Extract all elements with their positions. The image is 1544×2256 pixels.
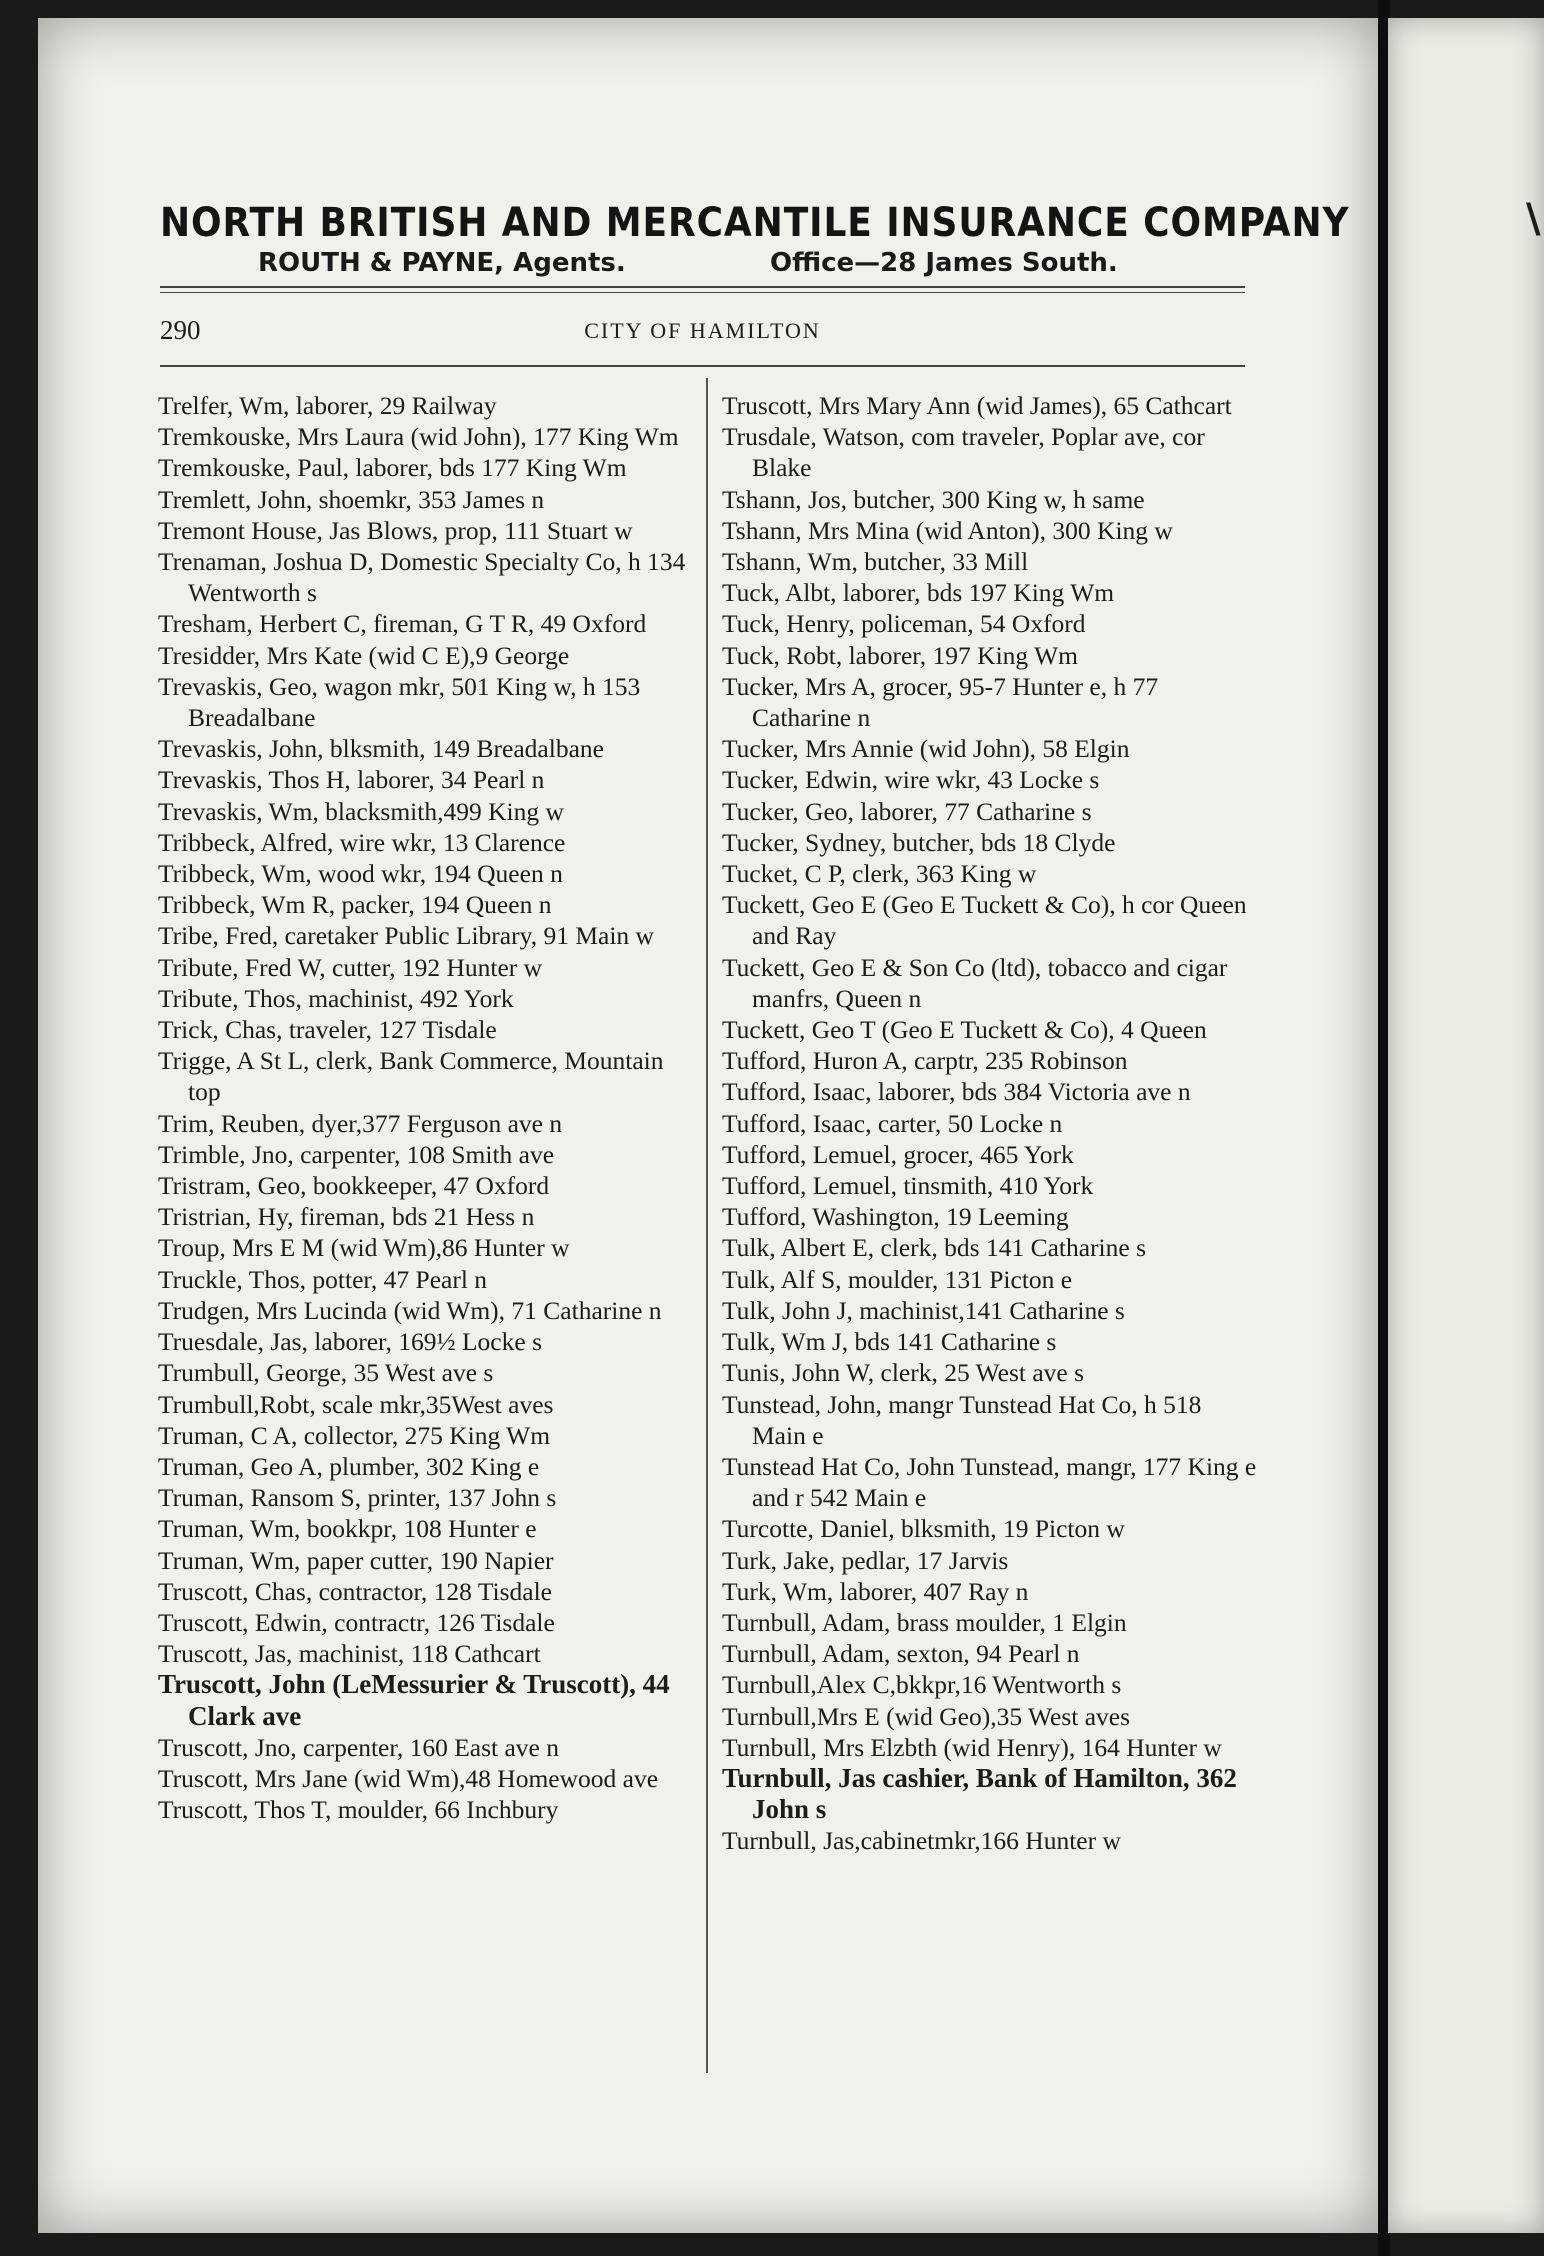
directory-entry: Tulk, John J, machinist,141 Catharine s: [722, 1295, 1125, 1325]
directory-entry: Truesdale, Jas, laborer, 169½ Locke s: [158, 1327, 542, 1357]
directory-entry: Tremlett, John, shoemkr, 353 James n: [158, 484, 545, 514]
directory-entry: Tribe, Fred, caretaker Public Library, 91 Main w: [158, 921, 654, 951]
directory-entry: Truscott, Thos T, moulder, 66 Inchbury: [158, 1795, 559, 1825]
directory-entry: Truman, Wm, bookkpr, 108 Hunter e: [158, 1514, 537, 1544]
advertisement-office: Office—28 James South.: [770, 248, 1118, 278]
header-rule-top: [160, 286, 1245, 288]
directory-entry: Tuck, Henry, policeman, 54 Oxford: [722, 609, 1086, 639]
right-column: [722, 390, 1257, 1857]
directory-entry: Tuckett, Geo E (Geo E Tuckett & Co), h cor Queen and Ray: [722, 890, 1247, 951]
directory-entry: Tremont House, Jas Blows, prop, 111 Stuart w: [158, 515, 633, 545]
directory-entry: Trenaman, Joshua D, Domestic Specialty Co, h 134 Wentworth s: [158, 547, 686, 608]
directory-entry: Trumbull, George, 35 West ave s: [158, 1358, 494, 1388]
directory-entry: Tribute, Thos, machinist, 492 York: [158, 983, 514, 1013]
directory-entry: Tulk, Wm J, bds 141 Catharine s: [722, 1327, 1057, 1357]
directory-entry: Trevaskis, Wm, blacksmith,499 King w: [158, 796, 564, 826]
directory-entry: Tuck, Robt, laborer, 197 King Wm: [722, 640, 1078, 670]
directory-entry: Trevaskis, John, blksmith, 149 Breadalbane: [158, 734, 604, 764]
directory-entry: Trim, Reuben, dyer,377 Ferguson ave n: [158, 1108, 563, 1138]
directory-entry: Trevaskis, Thos H, laborer, 34 Pearl n: [158, 765, 545, 795]
directory-entry: Truckle, Thos, potter, 47 Pearl n: [158, 1264, 488, 1294]
directory-entry: Tribute, Fred W, cutter, 192 Hunter w: [158, 952, 543, 982]
directory-entry: Turnbull, Jas,cabinetmkr,166 Hunter w: [722, 1826, 1121, 1856]
directory-entry: Tremkouske, Mrs Laura (wid John), 177 King Wm: [158, 422, 679, 452]
directory-entry: Tucker, Edwin, wire wkr, 43 Locke s: [722, 765, 1100, 795]
directory-entry: Tunstead Hat Co, John Tunstead, mangr, 177 King e and r 542 Main e: [722, 1451, 1257, 1513]
page-number: 290: [160, 315, 201, 345]
running-head-rule: [160, 365, 1245, 367]
directory-entry: Truman, Ransom S, printer, 137 John s: [158, 1483, 557, 1513]
directory-entry: Turnbull,Alex C,bkkpr,16 Wentworth s: [722, 1670, 1122, 1700]
directory-entry: Tucker, Geo, laborer, 77 Catharine s: [722, 796, 1092, 826]
running-head: [160, 315, 1245, 351]
directory-entry: Tribbeck, Alfred, wire wkr, 13 Clarence: [158, 827, 566, 857]
directory-entry: Tresidder, Mrs Kate (wid C E),9 George: [158, 640, 570, 670]
directory-entry: Tucker, Mrs Annie (wid John), 58 Elgin: [722, 734, 1130, 764]
directory-entry: Turnbull, Adam, sexton, 94 Pearl n: [722, 1639, 1080, 1669]
directory-entry: Turk, Wm, laborer, 407 Ray n: [722, 1576, 1029, 1606]
directory-entry: Tufford, Washington, 19 Leeming: [722, 1202, 1069, 1232]
directory-entry: Tribbeck, Wm, wood wkr, 194 Queen n: [158, 859, 563, 889]
directory-entry: Truscott, John (LeMessurier & Truscott), 44 Clark ave: [158, 1669, 670, 1731]
directory-entry: Tshann, Wm, butcher, 33 Mill: [722, 547, 1029, 577]
directory-entry: Truman, Wm, paper cutter, 190 Napier: [158, 1545, 554, 1575]
directory-entry: Trelfer, Wm, laborer, 29 Railway: [158, 391, 497, 420]
directory-entry: Trick, Chas, traveler, 127 Tisdale: [158, 1015, 497, 1045]
advertisement-title: NORTH BRITISH AND MERCANTILE INSURANCE COMPANY: [160, 200, 1350, 246]
directory-entry: Tulk, Alf S, moulder, 131 Picton e: [722, 1264, 1073, 1294]
left-column: [158, 390, 688, 1825]
directory-entry: Tufford, Isaac, laborer, bds 384 Victoria ave n: [722, 1077, 1191, 1107]
directory-entry: Trusdale, Watson, com traveler, Poplar ave, cor Blake: [722, 422, 1205, 483]
directory-entry: Truscott, Chas, contractor, 128 Tisdale: [158, 1576, 552, 1606]
directory-entry: Tuckett, Geo T (Geo E Tuckett & Co), 4 Queen: [722, 1015, 1207, 1045]
directory-entry: Tucker, Mrs A, grocer, 95-7 Hunter e, h 77 Catharine n: [722, 671, 1159, 733]
directory-entry: Turnbull, Adam, brass moulder, 1 Elgin: [722, 1607, 1127, 1637]
directory-entry: Tristrian, Hy, fireman, bds 21 Hess n: [158, 1202, 535, 1232]
directory-entry: Trumbull,Robt, scale mkr,35West aves: [158, 1389, 554, 1419]
directory-entry: Truscott, Mrs Jane (wid Wm),48 Homewood ave: [158, 1763, 659, 1793]
directory-entry: Trudgen, Mrs Lucinda (wid Wm), 71 Catharine n: [158, 1295, 662, 1325]
directory-entry: Tufford, Isaac, carter, 50 Locke n: [722, 1108, 1063, 1138]
directory-entry: Trevaskis, Geo, wagon mkr, 501 King w, h 153 Breadalbane: [158, 671, 641, 733]
directory-entry: Turnbull, Mrs Elzbth (wid Henry), 164 Hunter w: [722, 1732, 1222, 1762]
directory-entry: Tucker, Sydney, butcher, bds 18 Clyde: [722, 827, 1116, 857]
directory-entry: Tuck, Albt, laborer, bds 197 King Wm: [722, 578, 1115, 608]
directory-entry: Truscott, Jas, machinist, 118 Cathcart: [158, 1639, 541, 1669]
directory-entry: Tremkouske, Paul, laborer, bds 177 King Wm: [158, 453, 627, 483]
directory-entry: Truscott, Edwin, contractr, 126 Tisdale: [158, 1607, 555, 1637]
directory-entry: Truman, C A, collector, 275 King Wm: [158, 1420, 551, 1450]
directory-entry: Tshann, Mrs Mina (wid Anton), 300 King w: [722, 515, 1173, 545]
directory-entry: Turnbull, Jas cashier, Bank of Hamilton, 362 John s: [722, 1762, 1237, 1825]
directory-entry: Tresham, Herbert C, fireman, G T R, 49 Oxford: [158, 609, 647, 639]
facing-page-edge: [1388, 18, 1544, 2233]
directory-entry: Tulk, Albert E, clerk, bds 141 Catharine s: [722, 1233, 1147, 1263]
directory-entry: Tunstead, John, mangr Tunstead Hat Co, h 518 Main e: [722, 1389, 1202, 1450]
directory-entry: Truscott, Mrs Mary Ann (wid James), 65 Cathcart: [722, 391, 1232, 420]
directory-entry: Tufford, Lemuel, grocer, 465 York: [722, 1139, 1074, 1169]
directory-entry: Tristram, Geo, bookkeeper, 47 Oxford: [158, 1171, 550, 1201]
directory-entry: Truscott, Jno, carpenter, 160 East ave n: [158, 1732, 559, 1762]
directory-entry: Tufford, Lemuel, tinsmith, 410 York: [722, 1171, 1094, 1201]
directory-entry: Tucket, C P, clerk, 363 King w: [722, 859, 1037, 889]
facing-page-letter: \: [1526, 196, 1541, 242]
directory-entry: Tshann, Jos, butcher, 300 King w, h same: [722, 484, 1145, 514]
directory-entry: Tribbeck, Wm R, packer, 194 Queen n: [158, 890, 552, 920]
column-divider: [706, 378, 708, 2073]
header-rule-bottom: [160, 292, 1245, 293]
directory-entry: Trimble, Jno, carpenter, 108 Smith ave: [158, 1139, 555, 1169]
advertisement-agents: ROUTH & PAYNE, Agents.: [258, 248, 626, 278]
directory-entry: Turnbull,Mrs E (wid Geo),35 West aves: [722, 1701, 1131, 1731]
directory-entry: Trigge, A St L, clerk, Bank Commerce, Mountain top: [158, 1046, 664, 1107]
directory-entry: Tufford, Huron A, carptr, 235 Robinson: [722, 1046, 1128, 1076]
directory-entry: Tunis, John W, clerk, 25 West ave s: [722, 1358, 1085, 1388]
running-head-title: CITY OF HAMILTON: [584, 318, 821, 343]
directory-entry: Troup, Mrs E M (wid Wm),86 Hunter w: [158, 1233, 570, 1263]
directory-entry: Tuckett, Geo E & Son Co (ltd), tobacco and cigar manfrs, Queen n: [722, 952, 1228, 1013]
directory-entry: Truman, Geo A, plumber, 302 King e: [158, 1451, 540, 1481]
directory-entry: Turk, Jake, pedlar, 17 Jarvis: [722, 1545, 1009, 1575]
directory-entry: Turcotte, Daniel, blksmith, 19 Picton w: [722, 1514, 1125, 1544]
